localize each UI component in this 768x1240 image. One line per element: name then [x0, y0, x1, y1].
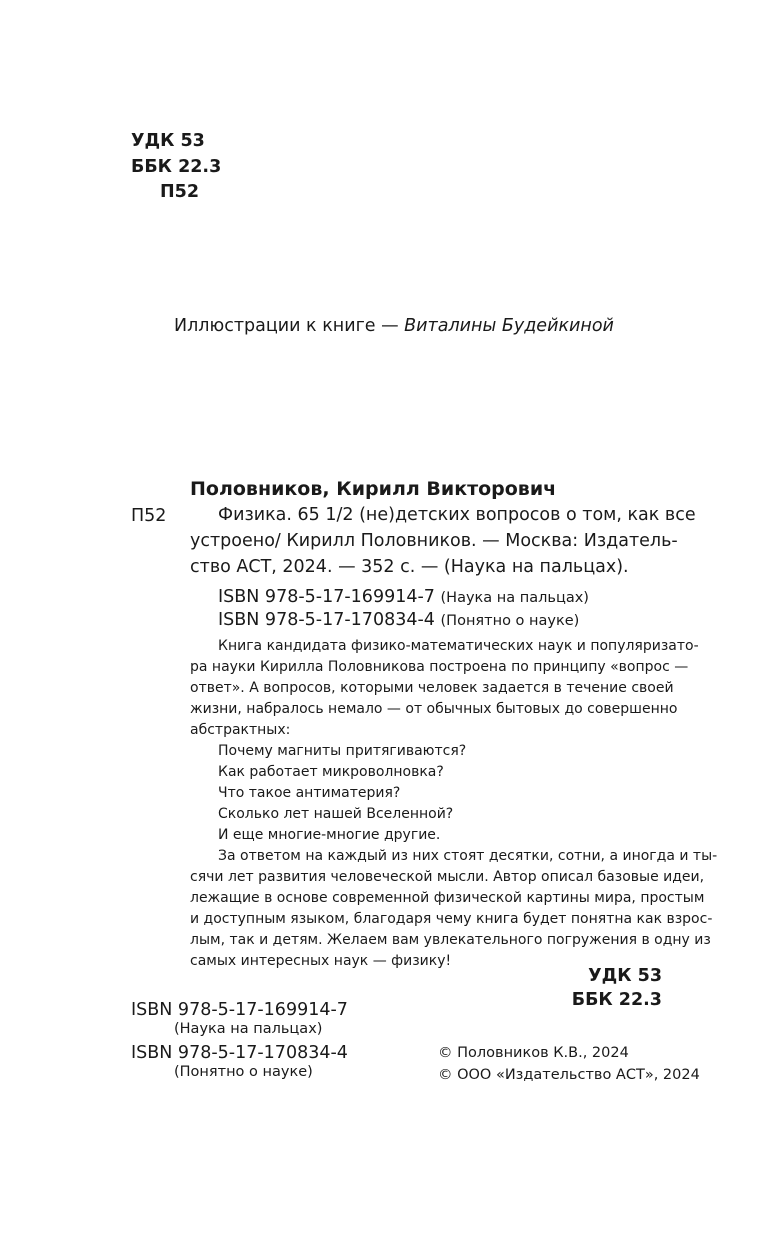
annotation-line-5: абстрактных:: [190, 722, 291, 738]
footer-isbn-2: ISBN 978-5-17-170834-4: [131, 1043, 348, 1063]
author-heading: Половников, Кирилл Викторович: [190, 478, 557, 500]
question-3: Что такое антиматерия?: [218, 785, 401, 801]
isbn-2-number: ISBN 978-5-17-170834-4: [218, 610, 435, 630]
question-4: Сколько лет нашей Вселенной?: [218, 806, 454, 822]
illustrations-credit: [174, 316, 614, 336]
isbn-2-series: (Понятно о науке): [440, 613, 580, 629]
question-1: Почему магниты притягиваются?: [218, 743, 467, 759]
question-2: Как работает микроволновка?: [218, 764, 444, 780]
closing-line-1: За ответом на каждый из них стоят десятки, сотни, а иногда и ты-: [218, 848, 718, 864]
copyright-author: © Половников К.В., 2024: [438, 1045, 629, 1061]
bbk-code-bottom: ББК 22.3: [571, 990, 662, 1010]
footer-isbn-2-series: (Понятно о науке): [174, 1064, 313, 1080]
annotation-line-1: Книга кандидата физико-математических наук и популяризато-: [218, 638, 699, 654]
udk-code-bottom: УДК 53: [588, 966, 662, 986]
illustrator-name: Виталины Будейкиной: [404, 316, 614, 336]
closing-line-4: и доступным языком, благодаря чему книга будет понятна как взрос-: [190, 911, 713, 927]
footer-isbn-1: ISBN 978-5-17-169914-7: [131, 1000, 348, 1020]
annotation-line-3: ответ». А вопросов, которыми человек задается в течение своей: [190, 680, 674, 696]
closing-line-3: лежащие в основе современной физической картины мира, простым: [190, 890, 705, 906]
illustrations-prefix: Иллюстрации к книге —: [174, 316, 405, 336]
bbk-code-top: ББК 22.3: [131, 157, 222, 177]
description-line-3: ство АСТ, 2024. — 352 с. — (Наука на пальцах).: [190, 557, 629, 577]
isbn-2: [218, 610, 579, 630]
author-mark-top: П52: [160, 182, 199, 202]
closing-line-5: лым, так и детям. Желаем вам увлекательного погружения в одну из: [190, 932, 711, 948]
annotation-line-4: жизни, набралось немало — от обычных бытовых до совершенно: [190, 701, 678, 717]
copyright-publisher: © ООО «Издательство АСТ», 2024: [438, 1067, 700, 1083]
description-line-1: Физика. 65 1/2 (не)детских вопросов о том, как все: [218, 505, 696, 525]
description-line-2: устроено/ Кирилл Половников. — Москва: Издатель-: [190, 531, 678, 551]
isbn-1: [218, 587, 589, 607]
footer-isbn-1-series: (Наука на пальцах): [174, 1021, 323, 1037]
udk-code-top: УДК 53: [131, 131, 205, 151]
closing-line-6: самых интересных наук — физику!: [190, 953, 452, 969]
isbn-1-number: ISBN 978-5-17-169914-7: [218, 587, 435, 607]
isbn-1-series: (Наука на пальцах): [440, 590, 589, 606]
catalog-mark: П52: [131, 506, 167, 526]
annotation-line-2: ра науки Кирилла Половникова построена по принципу «вопрос —: [190, 659, 689, 675]
question-5: И еще многие-многие другие.: [218, 827, 441, 843]
closing-line-2: сячи лет развития человеческой мысли. Автор описал базовые идеи,: [190, 869, 705, 885]
